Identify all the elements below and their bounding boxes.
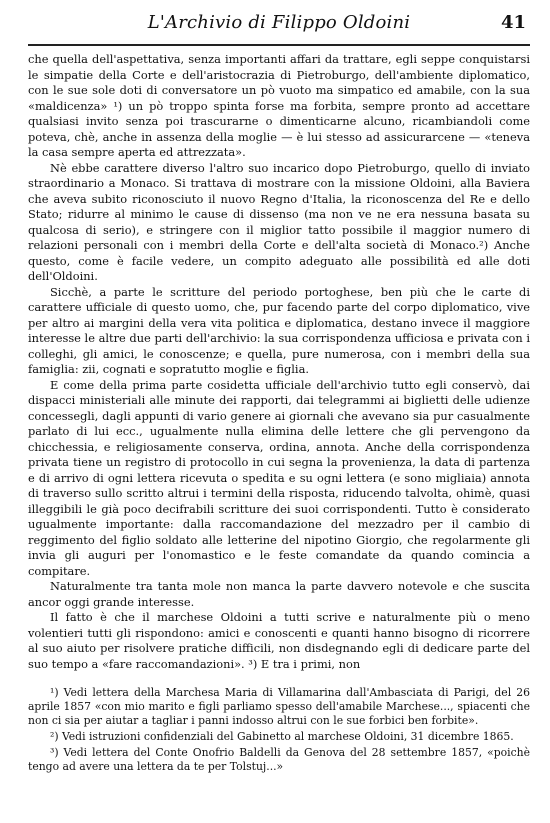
paragraph: Il fatto è che il marchese Oldoini a tutti scrive e naturalmente più o meno volentieri tutti gli rispondono: amici e conoscenti e quanti hanno bisogno di ricorrere al suo aiuto per risolvere pratiche difficili, non disdegnando egli di dedicare parte del suo tempo a «fare raccomandazioni». ³) E tra i primi, non xyxy=(28,610,530,671)
footnote: ²) Vedi istruzioni confidenziali del Gabinetto al marchese Oldoini, 31 dicembre 1865. xyxy=(50,730,514,743)
paragraph: Nè ebbe carattere diverso l'altro suo incarico dopo Pietroburgo, quello di inviato straordinario a Monaco. Si trattava di mostrare con la missione Oldoini, alla Baviera che aveva subito riconosciuto il nuovo Regno d'Italia, la riconoscenza del Re e dello Stato; ridurre al minimo le cause di dissenso (ma non ve ne era nessuna basata su qualcosa di serio), e stringere con il miglior tatto possibile il maggior numero di relazioni personali con i membri della Corte e dell'alta società di Monaco.²) Anche questo, come è facile vedere, un compito adeguato alle possibilità ed alle doti dell'Oldoini. xyxy=(28,160,530,283)
paragraph: Naturalmente tra tanta mole non manca la parte davvero notevole e che suscita ancor oggi grande interesse. xyxy=(28,579,530,609)
footnote: ¹) Vedi lettera della Marchesa Maria di Villamarina dall'Ambasciata di Parigi, del 26 aprile 1857 «con mio marito e figli parliamo spesso dell'amabile Marchese..., spiacenti che non ci sia per aiutar a tagliar i panni indosso altrui con le sue forbici ben forbite». xyxy=(28,686,530,727)
paragraph: E come della prima parte cosidetta ufficiale dell'archivio tutto egli conservò, dai dispacci ministeriali alle minute dei rapporti, dai telegrammi ai biglietti delle udienze concessegli, dagli appunti di vario genere ai giornali che avevano sia pur casualmente parlato di lui ecc., ugualmente nulla elimina delle lettere che gli pervengono da chicchessia, e religiosamente conserva, ordina, annota. Anche della corrispondenza privata tiene un registro di protocollo in cui segna la provenienza, la data di partenza e di arrivo di ogni lettera ricevuta o spedita e su ogni lettera (e sono migliaia) annota di traverso sullo scritto altrui i termini della risposta, riducendo talvolta, ohimè, quasi illeggibili le già poco decifrabili scritture dei suoi corrispondenti. Tutto è considerato ugualmente importante: dalla raccomandazione del mezzadro per il cambio di reggimento del figlio soldato alle letterine del nipotino Giorgio, che regolarmente gli invia gli auguri per l'onomastico e le feste comandate da quando comincia a compitare. xyxy=(28,377,530,578)
paragraph: Sicchè, a parte le scritture del periodo portoghese, ben più che le carte di carattere ufficiale di questo uomo, che, pur facendo parte del corpo diplomatico, vive per altro ai margini della vera vita politica e diplomatica, destano invece il maggiore interesse le altre due parti dell'archivio: la sua corrispondenza ufficiosa e privata con i colleghi, gli amici, le conoscenze; e quella, pure numerosa, con i membri della sua famiglia: zii, cognati e sopratutto moglie e figlia. xyxy=(28,284,530,376)
footnotes xyxy=(28,686,530,776)
running-title: L'Archivio di Filippo Oldoini xyxy=(147,12,411,33)
footnote: ³) Vedi lettera del Conte Onofrio Baldelli da Genova del 28 settembre 1857, «poichè tengo ad avere una lettera da te per Tolstuj...» xyxy=(28,746,530,773)
header-rule xyxy=(28,44,530,46)
body-text xyxy=(28,52,530,672)
paragraph: che quella dell'aspettativa, senza importanti affari da trattare, egli seppe conquistarsi le simpatie della Corte e dell'aristocrazia di Pietroburgo, dell'ambiente diplomatico, con le sue sole doti di conversatore un pò vuoto ma simpatico ed amabile, con la sua «maldicenza» ¹) un pò troppo spinta forse ma forbita, sempre pronto ad accettare qualsiasi invito senza poi trascurarne o dimenticarne alcuno, ricambiandoli come poteva, chè, anche in assenza della moglie — è lui stesso ad assicurarcene — «teneva la casa sempre aperta ed attrezzata». xyxy=(28,52,530,159)
page-number: 41 xyxy=(500,12,526,33)
page-header xyxy=(28,12,530,42)
